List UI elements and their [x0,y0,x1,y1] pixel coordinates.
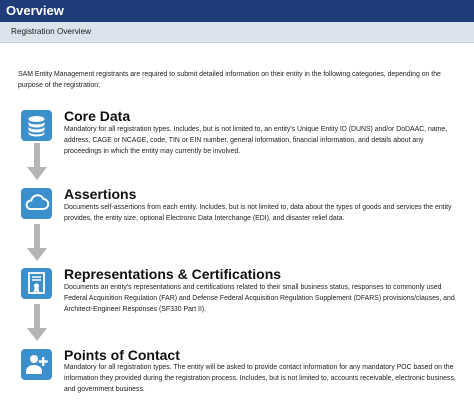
section-desc-core-data: Mandatory for all registration types. Includes, but is not limited to, an entity's Unique Entity ID (DUNS) and/or DoDAAC, name, address, CAGE or NCAGE, code, TIN or EIN number, general information, financial information, and details about any proceedings in which the entity may currently be involved. [64,126,448,155]
down-arrow-icon [26,143,48,181]
section-title-reps-certs: Representations & Certifications [64,266,282,282]
down-arrow-icon [26,224,48,262]
section-desc-points-of-contact: Mandatory for all registration types. The entity will be asked to provide contact information for any mandatory POC based on the information they provided during the registration process. Includes, but is not limited to, accounts receivable, electronic business, and government business. [64,364,456,393]
section-title-core-data: Core Data [64,108,131,124]
section-desc-reps-certs: Documents an entity's representations and certifications related to their small business status, responses to commonly used Federal Acquisition Regulation (FAR) and Defense Federal Acquisition Regulation Supplement (DFARS) provisions/clauses, and Architect-Engineer Responses (SF330 Part II). [64,284,455,313]
section-desc-assertions: Documents self-assertions from each entity. Includes, but is not limited to, data about the types of goods and services the entity provides, the entity size, optional Electronic Data Interchange (EDI), and disaster relief data. [64,204,452,222]
subheader-title: Registration Overview [11,27,92,36]
section-subheader [0,22,474,43]
page-title: Overview [6,3,64,18]
page-header [0,0,474,22]
certificate-icon [21,268,52,299]
database-icon [21,110,52,141]
section-title-points-of-contact: Points of Contact [64,347,180,363]
cloud-icon [21,188,52,219]
intro-text: SAM Entity Management registrants are required to submit detailed information on their entity in the following categories, depending on the purpose of the registration: [18,71,441,89]
down-arrow-icon [26,304,48,342]
section-title-assertions: Assertions [64,186,137,202]
add-contact-icon [21,349,52,380]
